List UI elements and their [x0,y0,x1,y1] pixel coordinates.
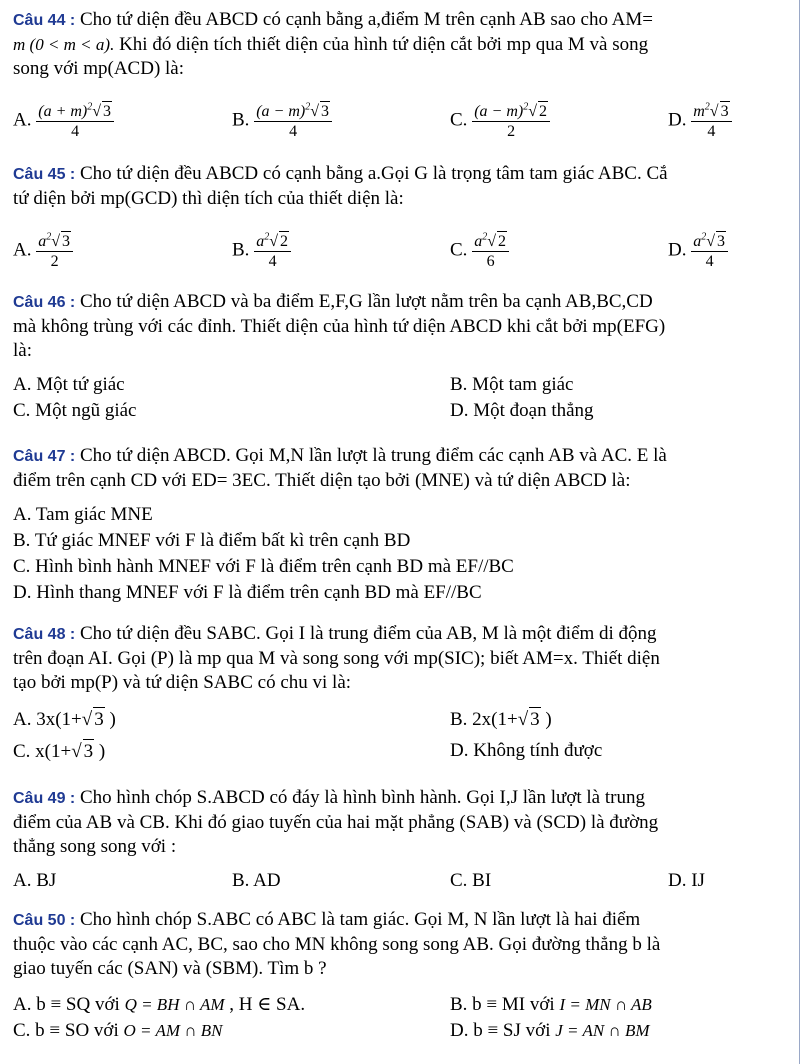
option-a[interactable]: A. 3x(1+√ 3 ) [13,709,116,730]
question-label: Câu 50 : [13,912,76,929]
question-stem: thẳng song song với : [13,836,177,857]
question-stem: Cho tứ diện đều ABCD có cạnh bằng a,điểm M trên cạnh AB sao cho AM= [80,9,653,30]
question-stem: tạo bởi mp(P) và tứ diện SABC có chu vi là: [13,672,352,693]
option-b[interactable]: B. AD [232,870,281,891]
option-b[interactable]: B. Tứ giác MNEF với F là điểm bất kì trên cạnh BD [13,530,411,551]
question-stem: là: [13,340,32,361]
options-row [13,707,796,733]
question-label: Câu 44 : [13,12,76,29]
option-d[interactable]: D. Hình thang MNEF với F là điểm trên cạnh BD mà EF//BC [13,582,482,603]
question-stem: điểm của AB và CB. Khi đó giao tuyến của hai mặt phẳng (SAB) và (SCD) là đường [13,812,659,833]
option-d[interactable]: D. b ≡ SJ với J = AN ∩ BM [450,1020,650,1041]
question-stem: mà không trùng với các đỉnh. Thiết diện của hình tứ diện ABCD khi cắt bởi mp(EFG) [13,316,666,337]
option-d[interactable]: D. Một đoạn thẳng [450,400,594,421]
fraction: $\frac{a^2√ 3}{2}$ [36,231,73,271]
option-a[interactable]: A. Một tứ giác [13,374,125,395]
fraction: $\frac{(a - m)^2√ 3}{4}$ [254,101,332,141]
options [13,219,796,279]
fraction: $\frac{(a + m)^2√ 3}{4}$ [36,101,114,141]
options-row [13,993,796,1019]
option-c[interactable]: C. BI [450,870,492,891]
option-c[interactable]: C. $\frac{(a - m)^2√ 2}{2}$ [450,101,550,141]
option-b[interactable]: B. $\frac{(a - m)^2√ 3}{4}$ [232,101,332,141]
question-stem: thuộc vào các cạnh AC, BC, sao cho MN không song song AB. Gọi đường thẳng b là [13,934,661,955]
options-row [13,373,796,399]
question-stem: song với mp(ACD) là: [13,58,185,79]
question-stem: Cho tứ diện đều ABCD có cạnh bằng a.Gọi G là trọng tâm tam giác ABC. Cắ [80,163,668,184]
option-a[interactable]: A. $\frac{(a + m)^2√ 3}{4}$ [13,101,114,141]
question-stem: tứ diện bởi mp(GCD) thì diện tích của thiết diện là: [13,188,404,209]
option-d[interactable]: D. IJ [668,870,705,891]
option-b[interactable]: B. Một tam giác [450,374,574,395]
option-a[interactable]: A. $\frac{a^2√ 3}{2}$ [13,231,73,271]
option-c[interactable]: C. b ≡ SO với O = AM ∩ BN [13,1020,223,1041]
question-stem: Cho hình chóp S.ABC có ABC là tam giác. Gọi M, N lần lượt là hai điểm [80,909,641,930]
question-label: Câu 45 : [13,166,76,183]
option-b[interactable]: B. $\frac{a^2√ 2}{4}$ [232,231,291,271]
question-stem: Cho hình chóp S.ABCD có đáy là hình bình hành. Gọi I,J lần lượt là trung [80,787,645,808]
question-stem: giao tuyến các (SAN) và (SBM). Tìm b ? [13,958,327,979]
question-label: Câu 49 : [13,790,76,807]
option-a[interactable]: A. BJ [13,870,57,891]
option-c[interactable]: C. $\frac{a^2√ 2}{6}$ [450,231,509,271]
question-48 [13,622,796,765]
option-c[interactable]: C. x(1+√ 3 ) [13,741,106,762]
options-row [13,399,796,425]
options-row [13,869,796,895]
question-label: Câu 47 : [13,448,76,465]
question-stem: trên đoạn AI. Gọi (P) là mp qua M và song song với mp(SIC); biết AM=x. Thiết diện [13,648,660,669]
options-row [13,739,796,765]
question-stem: Cho tứ diện ABCD. Gọi M,N lần lượt là trung điểm các cạnh AB và AC. E là [80,445,667,466]
math-condition: m (0 < m < a). [13,35,115,54]
question-44 [13,8,796,147]
fraction: $\frac{a^2√ 2}{6}$ [472,231,509,271]
option-c[interactable]: C. Một ngũ giác [13,400,137,421]
fraction: $\frac{a^2√ 3}{4}$ [691,231,728,271]
question-stem: Cho tứ diện đều SABC. Gọi I là trung điểm của AB, M là một điểm di động [80,623,657,644]
options [13,87,796,147]
fraction: $\frac{m^2√ 3}{4}$ [691,101,731,141]
question-50 [13,908,796,1045]
question-49 [13,786,796,895]
option-d[interactable]: D. Không tính được [450,740,603,761]
question-47 [13,444,796,607]
fraction: $\frac{(a - m)^2√ 2}{2}$ [472,101,550,141]
option-d[interactable]: D. $\frac{a^2√ 3}{4}$ [668,231,728,271]
question-stem: Cho tứ diện ABCD và ba điểm E,F,G lần lượt nằm trên ba cạnh AB,BC,CD [80,291,653,312]
option-c[interactable]: C. Hình bình hành MNEF với F là điểm trên cạnh BD mà EF//BC [13,556,514,577]
question-46 [13,290,796,425]
question-label: Câu 46 : [13,294,76,311]
option-d[interactable]: D. $\frac{m^2√ 3}{4}$ [668,101,732,141]
option-b[interactable]: B. 2x(1+√ 3 ) [450,709,552,730]
question-label: Câu 48 : [13,626,76,643]
question-45 [13,162,796,279]
question-stem: điểm trên cạnh CD với ED= 3EC. Thiết diện tạo bởi (MNE) và tứ diện ABCD là: [13,470,631,491]
option-a[interactable]: A. Tam giác MNE [13,504,153,525]
question-stem: Khi đó diện tích thiết diện của hình tứ diện cắt bởi mp qua M và song [119,34,649,55]
options-row [13,1019,796,1045]
option-b[interactable]: B. b ≡ MI với I = MN ∩ AB [450,994,652,1015]
option-a[interactable]: A. b ≡ SQ với Q = BH ∩ AM , H ∈ SA. [13,994,306,1015]
fraction: $\frac{a^2√ 2}{4}$ [254,231,291,271]
